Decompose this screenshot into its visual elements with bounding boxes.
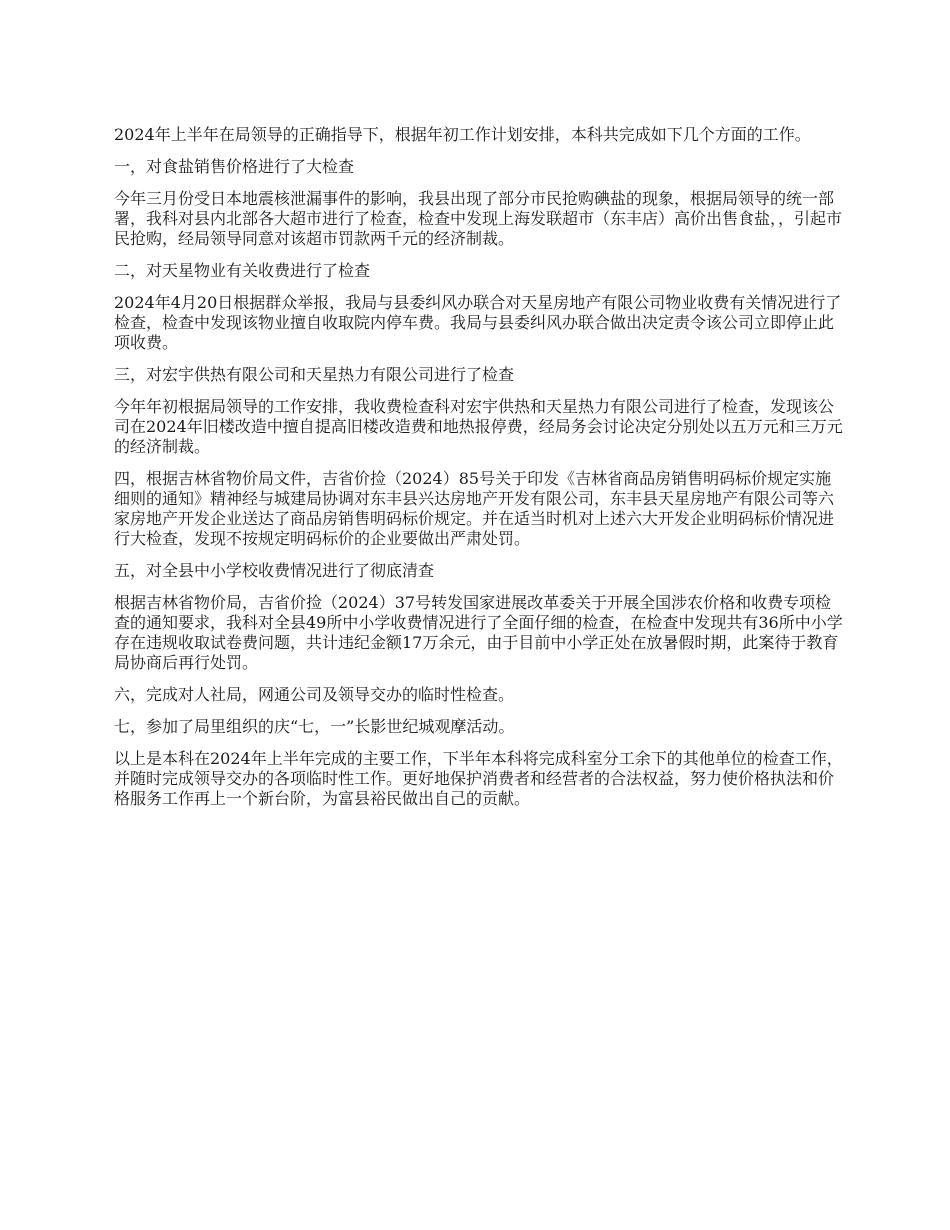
section-body-5: 根据吉林省物价局，吉省价捡（2024）37号转发国家进展改革委关于开展全国涉农价格和收费专项检查的通知要求，我科对全县49所中小学收费情况进行了全面仔细的检查，在检查中发现共有36所中小学存在违规收取试卷费问题，共计违纪金额17万余元，由于目前中小学正处在放暑假时期，此案待于教育局协商后再行处罚。 bbox=[114, 593, 843, 672]
section-body-2: 2024年4月20日根据群众举报，我局与县委纠风办联合对天星房地产有限公司物业收费有关情况进行了检查，检查中发现该物业擅自收取院内停车费。我局与县委纠风办联合做出决定责令该公司立即停止此项收费。 bbox=[114, 293, 842, 352]
conclusion-paragraph: 以上是本科在2024年上半年完成的主要工作，下半年本科将完成科室分工余下的其他单位的检查工作，并随时完成领导交办的各项临时性工作。更好地保护消费者和经营者的合法权益，努力使价格执法和价格服务工作再上一个新台阶，为富县裕民做出自己的贡献。 bbox=[114, 749, 843, 808]
section-6-paragraph: 六，完成对人社局，网通公司及领导交办的临时性检查。 bbox=[114, 685, 515, 704]
section-heading-5: 五，对全县中小学校收费情况进行了彻底清查 bbox=[114, 561, 435, 580]
section-heading-1: 一，对食盐销售价格进行了大检查 bbox=[114, 157, 355, 176]
section-body-3: 今年年初根据局领导的工作安排，我收费检查科对宏宇供热和天星热力有限公司进行了检查，发现该公司在2024年旧楼改造中擅自提高旧楼改造费和地热报停费，经局务会讨论决定分别处以五万元和三万元的经济制裁。 bbox=[114, 397, 843, 456]
section-heading-3: 三，对宏宇供热有限公司和天星热力有限公司进行了检查 bbox=[114, 365, 515, 384]
intro-paragraph: 2024年上半年在局领导的正确指导下，根据年初工作计划安排，本科共完成如下几个方面的工作。 bbox=[114, 125, 811, 144]
section-heading-2: 二，对天星物业有关收费进行了检查 bbox=[114, 261, 371, 280]
section-body-1: 今年三月份受日本地震核泄漏事件的影响，我县出现了部分市民抢购碘盐的现象，根据局领导的统一部署，我科对县内北部各大超市进行了检查，检查中发现上海发联超市（东丰店）高价出售食盐，，引起市民抢购，经局领导同意对该超市罚款两千元的经济制裁。 bbox=[114, 189, 843, 248]
section-4-paragraph: 四，根据吉林省物价局文件，吉省价捡（2024）85号关于印发《吉林省商品房销售明码标价规定实施细则的通知》精神经与城建局协调对东丰县兴达房地产开发有限公司，东丰县天星房地产有限公司等六家房地产开发企业送达了商品房销售明码标价规定。并在适当时机对上述六大开发企业明码标价情况进行大检查，发现不按规定明码标价的企业要做出严肃处罚。 bbox=[114, 469, 835, 548]
section-7-paragraph: 七，参加了局里组织的庆“七，一”长影世纪城观摩活动。 bbox=[114, 717, 515, 736]
document-body bbox=[114, 125, 844, 821]
